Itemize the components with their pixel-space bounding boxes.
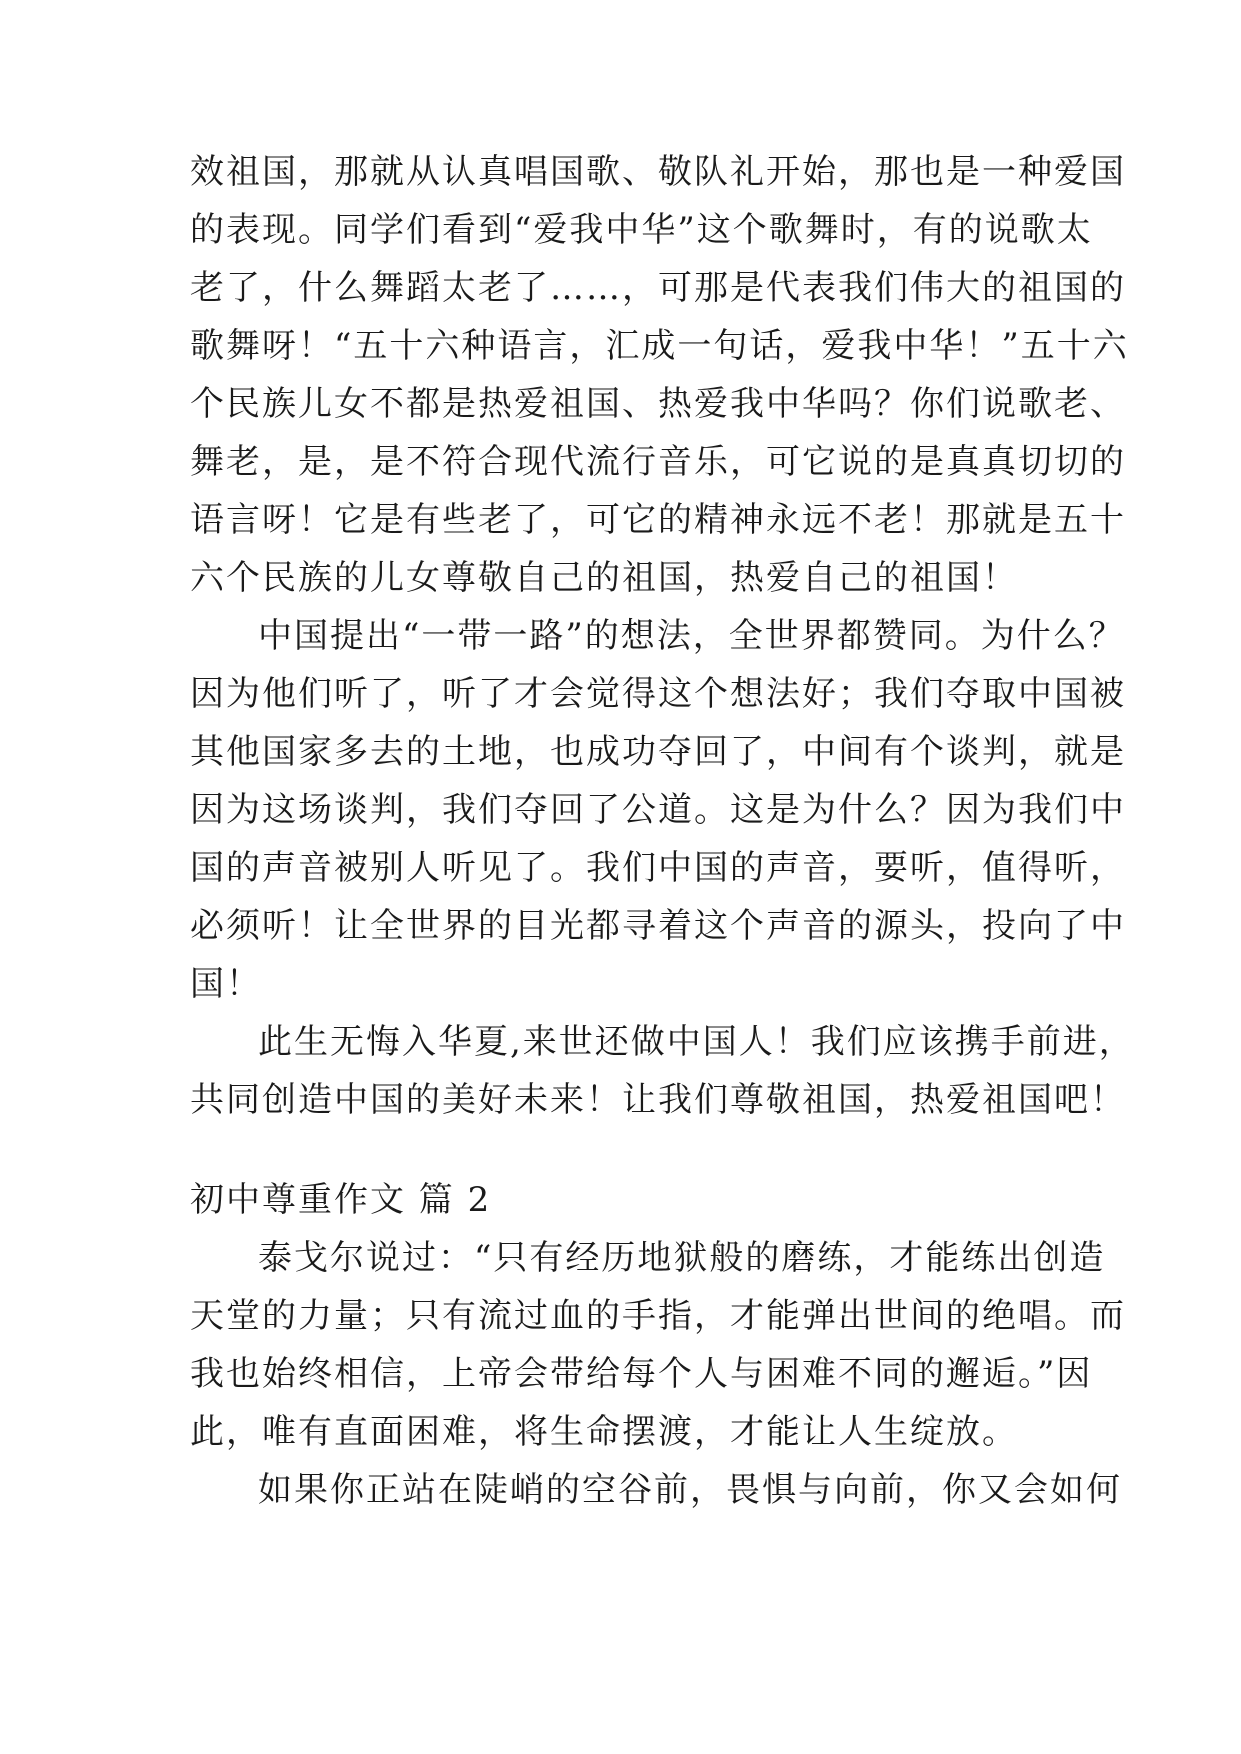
section-heading: 初中尊重作文 篇 2 xyxy=(190,1180,492,1220)
body-text-line: 必须听！让全世界的目光都寻着这个声音的源头，投向了中 xyxy=(190,906,1126,946)
paragraph-first-line: 此生无悔入华夏,来世还做中国人！我们应该携手前进， xyxy=(258,1022,1135,1062)
body-text-line: 天堂的力量；只有流过血的手指，才能弹出世间的绝唱。而 xyxy=(190,1296,1126,1336)
body-text-line: 国！ xyxy=(190,964,262,1004)
body-text-line: 因为他们听了，听了才会觉得这个想法好；我们夺取中国被 xyxy=(190,674,1126,714)
body-text-line: 个民族儿女不都是热爱祖国、热爱我中华吗？你们说歌老、 xyxy=(190,384,1126,424)
body-text-line: 共同创造中国的美好未来！让我们尊敬祖国，热爱祖国吧！ xyxy=(190,1080,1126,1120)
body-text-line: 舞老，是，是不符合现代流行音乐，可它说的是真真切切的 xyxy=(190,442,1126,482)
body-text-line: 老了，什么舞蹈太老了……，可那是代表我们伟大的祖国的 xyxy=(190,268,1126,308)
body-text-line: 效祖国，那就从认真唱国歌、敬队礼开始，那也是一种爱国 xyxy=(190,152,1126,192)
paragraph-first-line: 泰戈尔说过：“只有经历地狱般的磨练，才能练出创造 xyxy=(258,1238,1106,1278)
body-text-line: 歌舞呀！“五十六种语言，汇成一句话，爱我中华！”五十六 xyxy=(190,326,1129,366)
body-text-line: 六个民族的儿女尊敬自己的祖国，热爱自己的祖国！ xyxy=(190,558,1018,598)
body-text-line: 此，唯有直面困难，将生命摆渡，才能让人生绽放。 xyxy=(190,1412,1018,1452)
body-text-line: 因为这场谈判，我们夺回了公道。这是为什么？因为我们中 xyxy=(190,790,1126,830)
paragraph-first-line: 中国提出“一带一路”的想法，全世界都赞同。为什么？ xyxy=(258,616,1125,656)
body-text-line: 国的声音被别人听见了。我们中国的声音，要听，值得听， xyxy=(190,848,1126,888)
paragraph-first-line: 如果你正站在陡峭的空谷前，畏惧与向前，你又会如何 xyxy=(258,1470,1122,1510)
body-text-line: 语言呀！它是有些老了，可它的精神永远不老！那就是五十 xyxy=(190,500,1126,540)
body-text-line: 我也始终相信，上帝会带给每个人与困难不同的邂逅。”因 xyxy=(190,1354,1093,1394)
body-text-line: 的表现。同学们看到“爱我中华”这个歌舞时，有的说歌太 xyxy=(190,210,1093,250)
body-text-line: 其他国家多去的土地，也成功夺回了，中间有个谈判，就是 xyxy=(190,732,1126,772)
